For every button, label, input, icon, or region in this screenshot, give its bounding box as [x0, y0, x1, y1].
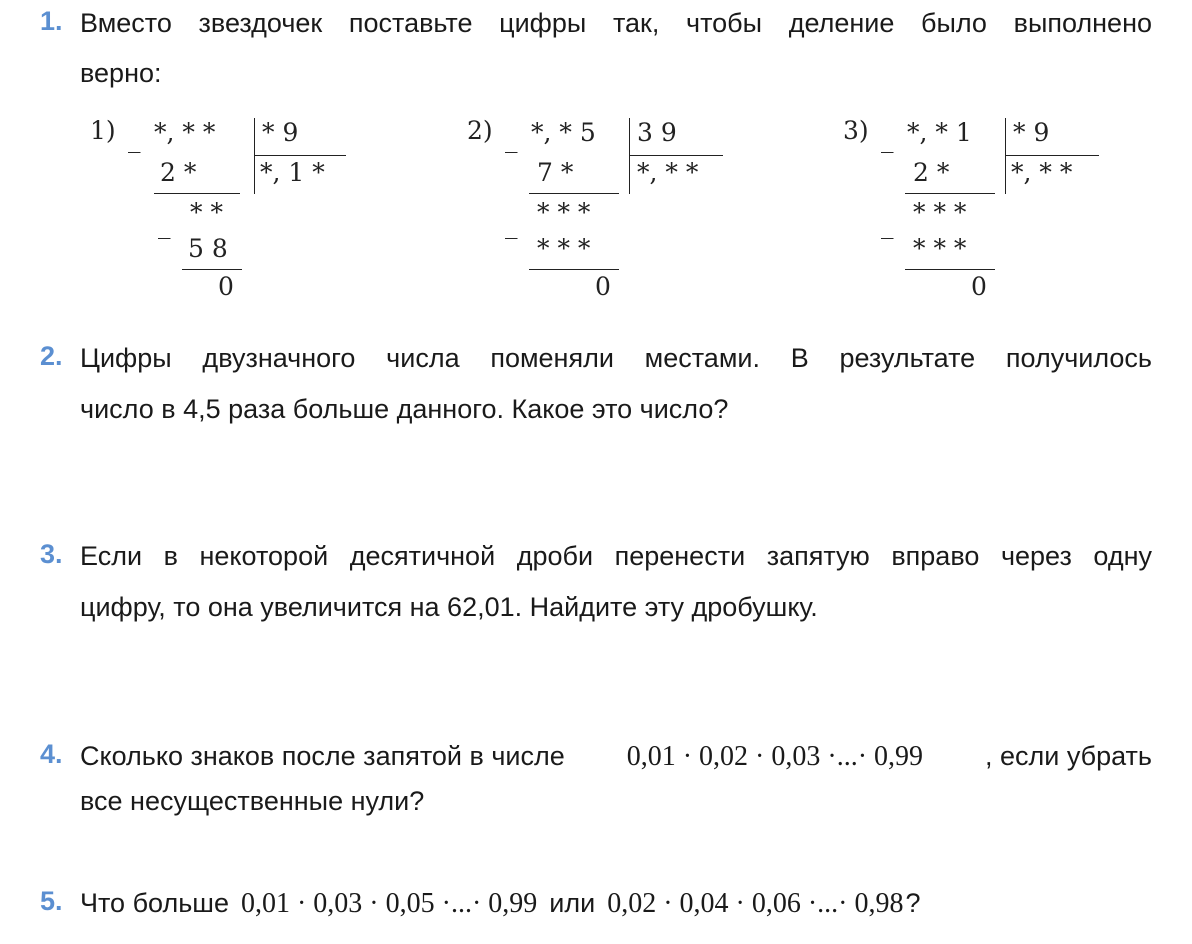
- division-label: 2): [467, 116, 493, 145]
- subtrahend-2: * * *: [913, 234, 967, 263]
- minus-sign: _: [505, 210, 518, 239]
- divisor: * 9: [1013, 118, 1050, 147]
- problem-text-line: Если в некоторой десятичной дроби перенести запятую вправо через одну: [80, 541, 1152, 571]
- subtraction-line: [529, 269, 619, 270]
- question-mark: ?: [905, 888, 921, 918]
- dividend: *, * 5: [531, 118, 596, 147]
- minus-sign: _: [881, 124, 894, 153]
- subtrahend-1: 7 *: [537, 158, 574, 187]
- dividend: *, * *: [154, 118, 216, 147]
- division-bar: [254, 118, 255, 194]
- subtraction-line: [154, 193, 240, 194]
- subtraction-line: [905, 269, 995, 270]
- problem-text: Сколько знаков после запятой в числе: [80, 741, 565, 771]
- subtraction-line: [905, 193, 995, 194]
- problem-text-line: Цифры двузначного числа поменяли местами. В результате получилось: [80, 343, 1152, 373]
- quotient: *, 1 *: [260, 158, 325, 187]
- subtrahend-2: * * *: [537, 234, 591, 263]
- final-remainder: 0: [595, 272, 611, 301]
- problem-text: , если убрать: [984, 741, 1152, 771]
- math-expression: 0,01 · 0,02 · 0,03 ·...· 0,99: [626, 741, 924, 772]
- problem-number: 1.: [40, 6, 63, 36]
- divisor-underline: [629, 155, 723, 156]
- problem-number: 4.: [40, 739, 63, 769]
- problem-number: 2.: [40, 341, 63, 371]
- remainder-1: * * *: [537, 198, 591, 227]
- divisor-underline: [1005, 155, 1099, 156]
- minus-sign: _: [881, 210, 894, 239]
- problem-text-line: число в 4,5 раза больше данного. Какое это число?: [80, 394, 729, 424]
- division-label: 1): [90, 116, 116, 145]
- minus-sign: _: [158, 210, 171, 239]
- subtrahend-1: 2 *: [913, 158, 950, 187]
- subtrahend-2: 5 8: [188, 234, 228, 263]
- subtrahend-1: 2 *: [160, 158, 197, 187]
- dividend: *, * 1: [907, 118, 972, 147]
- subtraction-line: [182, 269, 242, 270]
- divisor-underline: [254, 155, 346, 156]
- remainder-1: * * *: [913, 198, 967, 227]
- final-remainder: 0: [971, 272, 987, 301]
- problem-text-line: [80, 886, 1152, 921]
- remainder-1: * *: [190, 198, 223, 227]
- problem-text-line: цифру, то она увеличится на 62,01. Найдите эту дробушку.: [80, 592, 818, 622]
- minus-sign: _: [505, 124, 518, 153]
- problem-text-line: Вместо звездочек поставьте цифры так, чтобы деление было выполнено: [80, 8, 1152, 38]
- subtraction-line: [529, 193, 619, 194]
- problem-text-line: все несущественные нули?: [80, 786, 425, 816]
- connector-word: или: [549, 888, 596, 918]
- minus-sign: _: [128, 124, 141, 153]
- math-expression: 0,02 · 0,04 · 0,06 ·...· 0,98: [607, 888, 904, 919]
- final-remainder: 0: [218, 272, 234, 301]
- problem-text: Что больше: [80, 888, 229, 918]
- divisor: 3 9: [637, 118, 677, 147]
- problem-number: 5.: [40, 886, 63, 916]
- problem-number: 3.: [40, 539, 63, 569]
- division-label: 3): [843, 116, 869, 145]
- quotient: *, * *: [637, 158, 699, 187]
- divisor: * 9: [262, 118, 299, 147]
- problem-text-line: [80, 739, 1152, 774]
- division-bar: [629, 118, 630, 194]
- quotient: *, * *: [1011, 158, 1073, 187]
- division-bar: [1005, 118, 1006, 194]
- problem-text-line: верно:: [80, 58, 162, 88]
- math-expression: 0,01 · 0,03 · 0,05 ·...· 0,99: [240, 888, 538, 919]
